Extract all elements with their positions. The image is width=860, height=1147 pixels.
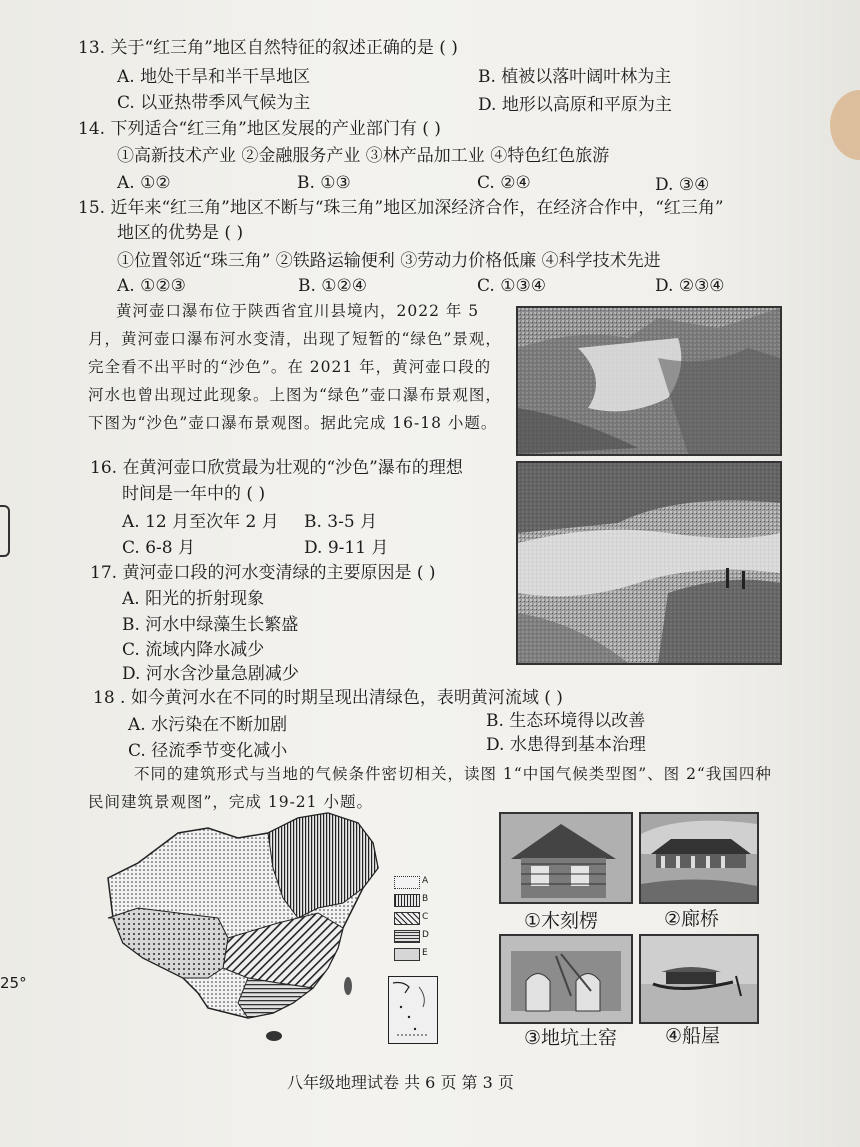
q17-stem: 17. 黄河壶口段的河水变清绿的主要原因是 ( ) bbox=[90, 563, 436, 583]
legend-swatch-a bbox=[394, 876, 420, 889]
q18-option-d: D. 水患得到基本治理 bbox=[486, 735, 646, 755]
q15-option-a: A. ①②③ bbox=[117, 276, 186, 296]
margin-angle-mark: 25° bbox=[0, 974, 27, 992]
legend-label-e: E bbox=[422, 948, 428, 958]
legend-label-c: C bbox=[422, 912, 429, 922]
q17-option-a: A. 阳光的折射现象 bbox=[122, 589, 265, 609]
green-waterfall-photo bbox=[516, 306, 782, 456]
sandy-waterfall-photo bbox=[516, 461, 782, 665]
q14-option-d: D. ③④ bbox=[655, 175, 710, 195]
caption-covered-bridge: ②廊桥 bbox=[664, 908, 720, 930]
caption-wooden-house: ①木刻楞 bbox=[524, 910, 599, 932]
photo-wooden-house bbox=[499, 812, 633, 904]
q13-option-c: C. 以亚热带季风气候为主 bbox=[117, 93, 311, 113]
q15-stem-2: 地区的优势是 ( ) bbox=[117, 223, 244, 243]
china-climate-map bbox=[98, 808, 438, 1048]
q16-option-a: A. 12 月至次年 2 月 bbox=[122, 512, 279, 532]
q17-option-d: D. 河水含沙量急剧减少 bbox=[122, 664, 299, 684]
q17-option-b: B. 河水中绿藻生长繁盛 bbox=[122, 615, 299, 635]
q15-stem: 15. 近年来“红三角”地区不断与“珠三角”地区加深经济合作，在经济合作中，“红三角” bbox=[78, 198, 724, 218]
q14-option-c: C. ②④ bbox=[477, 173, 531, 193]
photo-cave-dwelling bbox=[499, 934, 633, 1024]
q13-option-b: B. 植被以落叶阔叶林为主 bbox=[478, 67, 672, 87]
caption-boat-house: ④船屋 bbox=[665, 1025, 721, 1047]
legend-swatch-e bbox=[394, 948, 420, 961]
q15-option-c: C. ①③④ bbox=[477, 276, 546, 296]
q15-option-b: B. ①②④ bbox=[298, 276, 368, 296]
q18-stem: 18 . 如今黄河水在不同的时期呈现出清绿色，表明黄河流域 ( ) bbox=[93, 688, 563, 708]
q13-stem: 13. 关于“红三角”地区自然特征的叙述正确的是 ( ) bbox=[78, 38, 458, 58]
passage-hukou: 黄河壶口瀑布位于陕西省宜川县境内，2022 年 5 月，黄河壶口瀑布河水变清，出现了短暂的“绿色”景观，完全看不出平时的“沙色”。在 2021 年，黄河壶口段的河水也曾出现过此现象。上图为“绿色”壶口瀑布景观图，下图为“沙色”壶口瀑布景观图。据此完成 16-18 小题。 bbox=[88, 302, 502, 432]
q16-option-c: C. 6-8 月 bbox=[122, 538, 195, 558]
q18-option-a: A. 水污染在不断加剧 bbox=[128, 715, 288, 735]
q16-stem-2: 时间是一年中的 ( ) bbox=[122, 484, 266, 504]
q16-option-b: B. 3-5 月 bbox=[304, 512, 378, 532]
passage-architecture: 不同的建筑形式与当地的气候条件密切相关，读图 1“中国气候类型图”、图 2“我国四种民间建筑景观图”，完成 19-21 小题。 bbox=[88, 765, 772, 811]
legend-swatch-c bbox=[394, 912, 420, 925]
south-china-sea-inset bbox=[388, 976, 438, 1044]
legend-label-d: D bbox=[422, 930, 429, 940]
q17-option-c: C. 流域内降水减少 bbox=[122, 640, 265, 660]
caption-cave-dwelling: ③地坑土窑 bbox=[524, 1027, 618, 1049]
photo-boat-house bbox=[639, 934, 759, 1024]
q14-items: ①高新技术产业 ②金融服务产业 ③林产品加工业 ④特色红色旅游 bbox=[117, 146, 610, 166]
q15-option-d: D. ②③④ bbox=[655, 276, 725, 296]
q15-items: ①位置邻近“珠三角” ②铁路运输便利 ③劳动力价格低廉 ④科学技术先进 bbox=[117, 251, 661, 271]
q18-option-b: B. 生态环境得以改善 bbox=[486, 711, 646, 731]
q13-option-a: A. 地处干旱和半干旱地区 bbox=[117, 67, 311, 87]
page-footer: 八年级地理试卷 共 6 页 第 3 页 bbox=[287, 1073, 514, 1092]
q13-option-d: D. 地形以高原和平原为主 bbox=[478, 95, 672, 115]
q18-option-c: C. 径流季节变化减小 bbox=[128, 741, 288, 761]
q14-stem: 14. 下列适合“红三角”地区发展的产业部门有 ( ) bbox=[78, 119, 441, 139]
legend-swatch-d bbox=[394, 930, 420, 943]
binding-mark bbox=[0, 505, 10, 557]
legend-label-b: B bbox=[422, 894, 429, 904]
legend-label-a: A bbox=[422, 876, 429, 886]
legend-swatch-b bbox=[394, 894, 420, 907]
q14-option-a: A. ①② bbox=[117, 173, 171, 193]
q16-option-d: D. 9-11 月 bbox=[304, 538, 389, 558]
photo-covered-bridge bbox=[639, 812, 759, 904]
q14-option-b: B. ①③ bbox=[297, 173, 351, 193]
q16-stem: 16. 在黄河壶口欣赏最为壮观的“沙色”瀑布的理想 bbox=[90, 458, 463, 478]
